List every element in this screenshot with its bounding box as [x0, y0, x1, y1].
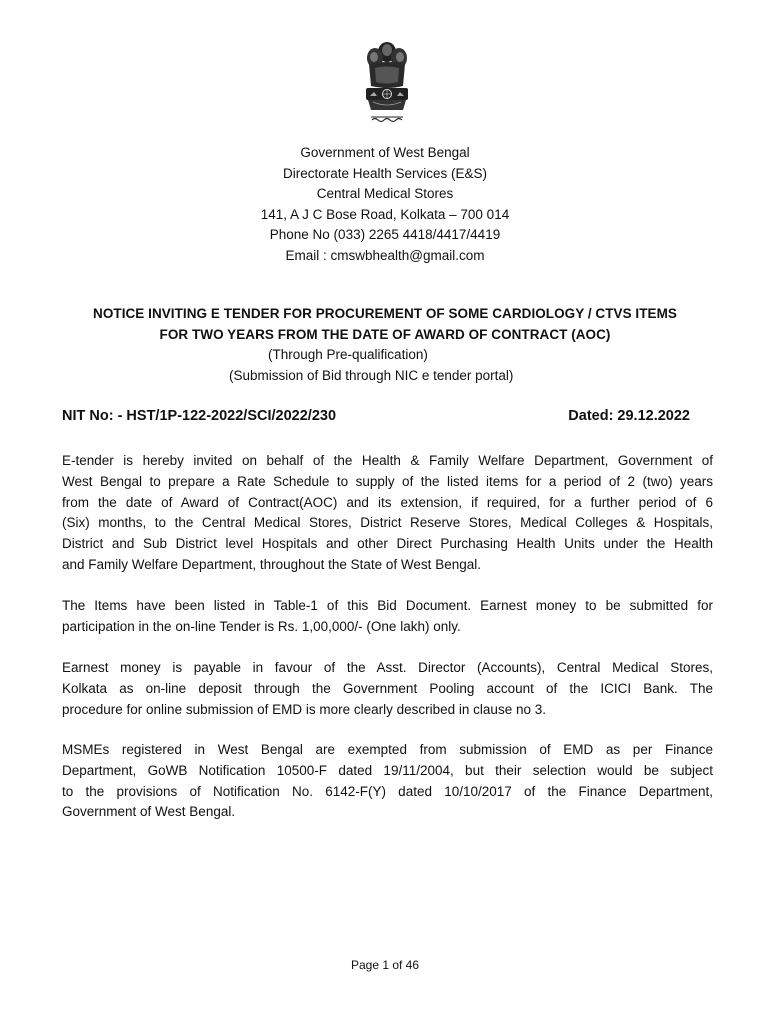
paragraph-emd-payment: [62, 658, 713, 720]
nit-row: [62, 408, 690, 430]
office-address-block: [0, 143, 770, 267]
notice-title: [0, 304, 770, 345]
text-line: E-tender is hereby invited on behalf of the Health & Family Welfare Department, Government of: [62, 453, 713, 468]
paragraph-invitation: [62, 451, 713, 576]
state-emblem-icon: [357, 38, 417, 128]
government-name: Government of West Bengal: [300, 145, 470, 160]
text-line: Kolkata as on-line deposit through the Government Pooling account of the ICICI Bank. The: [62, 680, 713, 696]
qualification-note: (Through Pre-qualification): [268, 347, 428, 362]
submission-note: (Submission of Bid through NIC e tender portal): [229, 368, 514, 383]
text-line: participation in the on-line Tender is Rs. 1,00,000/- (One lakh) only.: [62, 618, 461, 634]
office-address: 141, A J C Bose Road, Kolkata – 700 014: [260, 206, 510, 222]
text-line: Government of West Bengal.: [62, 804, 236, 820]
directorate-name: Directorate Health Services (E&S): [282, 165, 488, 181]
office-phone: Phone No (033) 2265 4418/4417/4419: [269, 227, 501, 243]
nit-number: NIT No: - HST/1P-122-2022/SCI/2022/230: [62, 408, 337, 424]
text-line: West Bengal to prepare a Rate Schedule to supply of the listed items for a period of 2 (two) years: [62, 473, 713, 489]
office-name: Central Medical Stores: [316, 186, 454, 202]
text-line: (Six) months, to the Central Medical Stores, District Reserve Stores, Medical Colleges & Hospitals,: [62, 515, 713, 531]
notice-title-line-1: NOTICE INVITING E TENDER FOR PROCUREMENT OF SOME CARDIOLOGY / CTVS ITEMS: [93, 306, 677, 321]
text-line: MSMEs registered in West Bengal are exempted from submission of EMD as per Finance: [62, 742, 713, 757]
office-email: Email : cmswbhealth@gmail.com: [285, 247, 485, 263]
text-line: from the date of Award of Contract(AOC) and its extension, if required, for a further period of 6: [62, 494, 713, 510]
text-line: The Items have been listed in Table-1 of this Bid Document. Earnest money to be submitted for: [62, 598, 713, 613]
text-line: and Family Welfare Department, throughout the State of West Bengal.: [62, 556, 481, 572]
paragraph-earnest-money: [62, 596, 713, 638]
nit-date: Dated: 29.12.2022: [568, 408, 690, 424]
text-line: to the provisions of Notification No. 6142-F(Y) dated 10/10/2017 of the Finance Department,: [62, 783, 713, 799]
text-line: Department, GoWB Notification 10500-F dated 19/11/2004, but their selection would be subject: [62, 762, 713, 778]
paragraph-msme-exemption: [62, 740, 713, 823]
page-number: Page 1 of 46: [350, 958, 420, 972]
text-line: Earnest money is payable in favour of the Asst. Director (Accounts), Central Medical Stores,: [62, 660, 713, 675]
text-line: procedure for online submission of EMD is more clearly described in clause no 3.: [62, 701, 546, 717]
text-line: District and Sub District level Hospitals and other Direct Purchasing Health Units under the Health: [62, 536, 713, 552]
notice-title-line-2: FOR TWO YEARS FROM THE DATE OF AWARD OF CONTRACT (AOC): [159, 326, 611, 342]
